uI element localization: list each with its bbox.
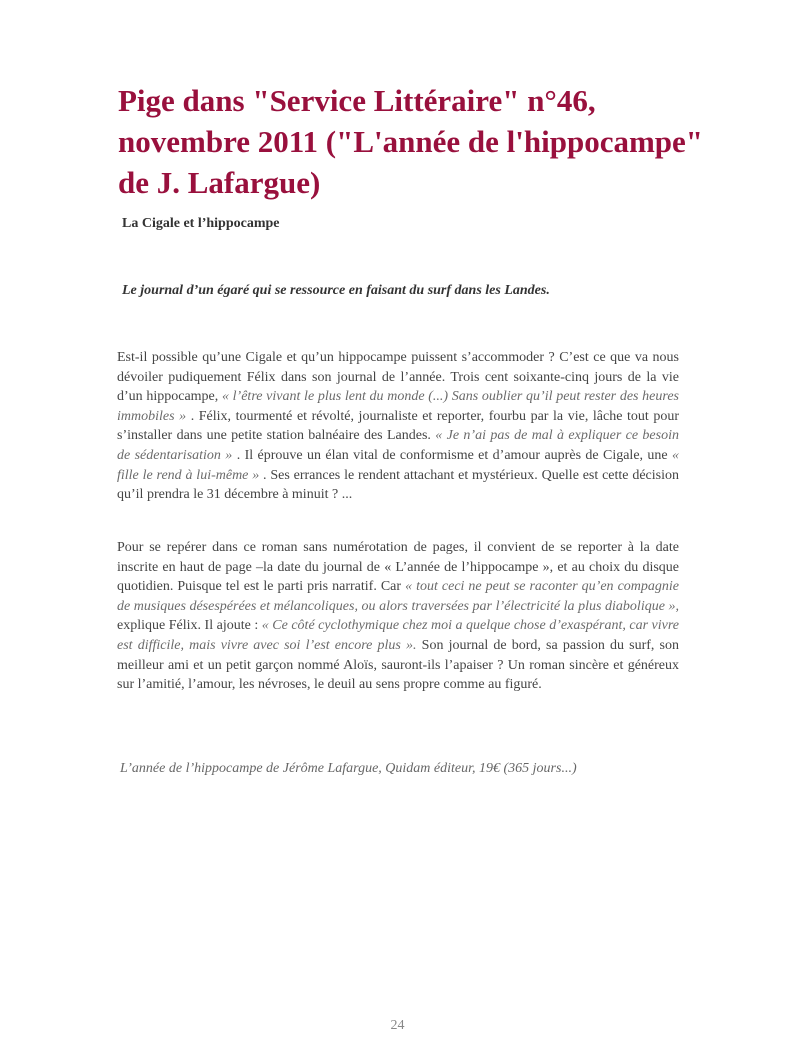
paragraph-1-text-1: Est-il possible qu’une Cigale et qu’un hippocampe puissent s’accommoder ? C’est ce que va nous dévoiler pudiquement Félix dans son journal de l’année. Trois cent soixante-cinq jours de la vie d’un hippocampe, (117, 350, 679, 405)
article-lead: Le journal d’un égaré qui se ressource en faisant du surf dans les Landes. (122, 283, 550, 298)
paragraph-2-text-3: Son journal de bord, sa passion du surf, son meilleur ami et un petit garçon nommé Aloïs, sauront-ils l’apaiser ? Un roman sincère et généreux sur l’amitié, l’amour, les névroses, le deuil au sens propre comme au figuré. (117, 637, 680, 693)
article-subtitle: La Cigale et l’hippocampe (122, 216, 280, 231)
paragraph-2-quote-1: « tout ceci ne peut se raconter qu’en compagnie de musiques désespérées et mélancoliques, ou alors traversées par l’électricité la plus diabolique », (117, 579, 680, 614)
page-number: 24 (390, 1018, 405, 1033)
book-credit: L’année de l’hippocampe de Jérôme Lafargue, Quidam éditeur, 19€ (365 jours...) (120, 761, 577, 776)
paragraph-1-text-3: . Il éprouve un élan vital de conformisme et d’amour auprès de Cigale, une (236, 447, 673, 463)
paragraph-1-text-2: . Félix, tourmenté et révolté, journaliste et reporter, fourbu par la vie, lâche tout pour s’installer dans une petite station balnéaire des Landes. (117, 408, 679, 444)
paragraph-2-text-1: Pour se repérer dans ce roman sans numérotation de pages, il convient de se reporter à la date inscrite en haut de page –la date du journal de « L’année de l’hippocampe », et au choix du disque quotidien. Puisque tel est le parti pris narratif. Car (117, 540, 679, 595)
paragraph-2-text-2: explique Félix. Il ajoute : (117, 618, 262, 634)
paragraph-1-quote-1: « l’être vivant le plus lent du monde (...) Sans oublier qu’il peut rester des heures immobiles » (117, 389, 679, 424)
paragraph-1-quote-3: « fille le rend à lui-même » (117, 447, 680, 483)
paragraph-2-quote-2: « Ce côté cyclothymique chez moi a quelque chose d’exaspérant, car vivre est difficile, mais vivre avec soi l’est encore plus ». (117, 618, 679, 653)
paragraph-1-quote-2: « Je n’ai pas de mal à expliquer ce besoin de sédentarisation » (117, 428, 679, 463)
document-title: Pige dans "Service Littéraire" n°46, novembre 2011 ("L'année de l'hippocampe" de J. Lafargue) (118, 83, 703, 200)
paragraph-1-text-4: . Ses errances le rendent attachant et mystérieux. Quelle est cette décision qu’il prendra le 31 décembre à minuit ? ... (117, 467, 679, 503)
paragraph-1 (117, 348, 679, 505)
paragraph-2 (117, 538, 679, 695)
